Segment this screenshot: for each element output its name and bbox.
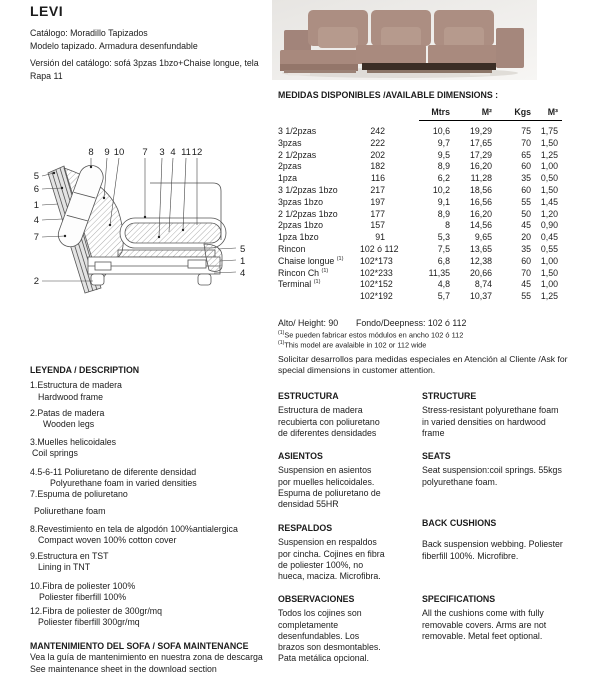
table-row <box>278 279 558 291</box>
legend-item-en: Wooden legs <box>43 419 95 429</box>
footnote-es <box>278 330 463 339</box>
diagram-label: 8 <box>88 147 94 158</box>
row-m3: 1,50 <box>540 184 558 195</box>
legend-item-en: Poliester fiberfill 300gr/mq <box>38 617 140 627</box>
diagram-label: 6 <box>33 184 39 195</box>
legend-item-es: 1.Estructura de madera <box>30 380 122 390</box>
diagram-label: 5 <box>33 171 39 182</box>
row-name: 2 1/2pzas 1bzo <box>278 208 338 219</box>
diagram-label: 4 <box>33 215 39 226</box>
table-row <box>278 185 558 197</box>
row-m3: 1,50 <box>540 137 558 148</box>
legend-item-en: Coil springs <box>32 448 78 458</box>
legend-item-es: 8.Revestimiento en tela de algodón 100%antialergica <box>30 524 238 534</box>
row-m2: 12,38 <box>469 255 492 266</box>
legend-item-en: Compact woven 100% cotton cover <box>38 535 177 545</box>
row-m2: 16,20 <box>469 161 492 172</box>
legend-item-es: 9.Estructura en TST <box>30 551 109 561</box>
row-m3: 0,90 <box>540 220 558 231</box>
spec-body: Estructura de madera recubierta con poliuretano de diferentes densidades <box>278 405 380 438</box>
row-m3: 1,00 <box>540 255 558 266</box>
diagram-label: 7 <box>33 232 39 243</box>
row-m3: 0,45 <box>540 232 558 243</box>
row-name: Rincon Ch <box>278 267 322 278</box>
table-row <box>278 150 558 162</box>
row-name: 3pzas <box>278 137 302 148</box>
row-size: 242 <box>370 126 385 136</box>
footnote-sup: (1) <box>278 330 285 336</box>
row-m2: 13,65 <box>469 243 492 254</box>
row-kgs: 70 <box>521 267 531 278</box>
catalog-line: Catálogo: Moradillo Tapizados <box>30 28 148 38</box>
legend-heading: LEYENDA / DESCRIPTION <box>30 365 140 375</box>
spec-body: All the cushions come with fully removable covers. Arms are not removable. Metal feet optional. <box>422 608 547 641</box>
dimensions-table-header <box>278 107 558 119</box>
diagram-label: 12 <box>191 147 203 158</box>
table-row <box>278 244 558 256</box>
row-m3: 0,50 <box>540 173 558 184</box>
row-size: 102 ó 112 <box>360 243 399 254</box>
version-line: Versión del catálogo: sofá 3pzas 1bzo+Chaise longue, tela Rapa 11 <box>30 58 259 81</box>
spec-body: Stress-resistant polyurethane foam in varied densities on hardwood frame <box>422 405 559 438</box>
row-m3: 1,45 <box>540 196 558 207</box>
spec-specifications <box>422 594 564 642</box>
row-sup: (1) <box>313 279 321 286</box>
row-mtrs: 5,3 <box>437 232 450 243</box>
diagram-label: 4 <box>240 268 246 279</box>
row-name: 2pzas <box>278 161 302 172</box>
row-kgs: 70 <box>521 137 531 148</box>
diagram-label: 5 <box>240 244 246 255</box>
table-row <box>278 161 558 173</box>
row-size: 91 <box>375 232 385 243</box>
row-m2: 9,65 <box>474 232 492 243</box>
table-row <box>278 126 558 138</box>
row-m2: 20,66 <box>469 267 492 278</box>
row-mtrs: 8 <box>445 220 450 231</box>
row-kgs: 35 <box>521 243 531 254</box>
row-name: 1pza 1bzo <box>278 232 319 243</box>
col-mtrs: Mtrs <box>431 107 450 117</box>
row-name: Rincon <box>278 243 306 254</box>
header-rule <box>419 120 562 121</box>
table-row <box>278 220 558 232</box>
footnote-text: This model are avalaible in 102 or 112 wide <box>284 340 427 350</box>
spec-heading: SEATS <box>422 451 451 461</box>
legend-item-es: 10.Fibra de poliester 100% <box>30 581 136 591</box>
spec-body: Seat suspension:coil springs. 55kgs polyurethane foam. <box>422 465 562 487</box>
row-size: 182 <box>370 161 385 172</box>
height-depth-line <box>278 318 467 328</box>
legend-item-es: 3.Muelles helicoidales <box>30 437 117 447</box>
row-name: 3 1/2pzas <box>278 126 317 136</box>
height-label: Alto/ Height: 90 <box>278 318 339 328</box>
spec-structure <box>422 391 564 439</box>
spec-back-cushions <box>422 518 564 562</box>
spec-heading: ESTRUCTURA <box>278 391 339 401</box>
diagram-label: 1 <box>240 256 246 267</box>
spec-body: Todos los cojines son completamente desenfundables. Los brazos son desmontables. Pata metálica opcional. <box>278 608 381 664</box>
row-kgs: 60 <box>521 161 531 172</box>
row-kgs: 60 <box>521 184 531 195</box>
row-size: 177 <box>370 208 385 219</box>
row-kgs: 45 <box>521 220 531 231</box>
row-m2: 19,29 <box>469 126 492 136</box>
row-mtrs: 10,6 <box>432 126 450 136</box>
diagram-label: 2 <box>33 276 39 287</box>
row-kgs: 60 <box>521 255 531 266</box>
diagram-label: 7 <box>142 147 148 158</box>
table-row <box>278 209 558 221</box>
row-sup: (1) <box>321 267 329 274</box>
row-kgs: 20 <box>521 232 531 243</box>
spec-body: Back suspension webbing. Poliester fiberfill 100%. Microfibre. <box>422 539 563 561</box>
row-mtrs: 6,2 <box>437 173 450 184</box>
special-dimensions-note: Solicitar desarrollos para medidas especiales en Atención al Cliente /Ask for special dimensions in customer attention. <box>278 354 568 376</box>
depth-label: Fondo/Deepness: 102 ó 112 <box>356 318 467 328</box>
legend-item-es: 4.5-6-11 Poliuretano de diferente densidad <box>30 467 197 477</box>
row-size: 157 <box>370 220 385 231</box>
spec-heading: BACK CUSHIONS <box>422 518 497 528</box>
row-m2: 17,65 <box>469 137 492 148</box>
spec-heading: OBSERVACIONES <box>278 594 355 604</box>
sofa-section-diagram <box>18 140 268 305</box>
row-size: 197 <box>370 196 385 207</box>
row-kgs: 65 <box>521 149 531 160</box>
row-mtrs: 4,8 <box>437 279 450 290</box>
spec-heading: ASIENTOS <box>278 451 323 461</box>
row-kgs: 50 <box>521 208 531 219</box>
row-kgs: 75 <box>521 126 531 136</box>
diagram-label: 10 <box>113 147 125 158</box>
col-kgs: Kgs <box>514 107 531 117</box>
diagram-label: 9 <box>104 147 110 158</box>
col-m3: M³ <box>547 107 558 117</box>
row-mtrs: 9,5 <box>437 149 450 160</box>
row-size: 202 <box>370 149 385 160</box>
row-kgs: 35 <box>521 173 531 184</box>
row-m3: 0,55 <box>540 243 558 254</box>
col-m2: M² <box>481 107 492 117</box>
legend-item-en: Hardwood frame <box>38 392 104 402</box>
dimensions-heading: MEDIDAS DISPONIBLES /AVAILABLE DIMENSIONS : <box>278 90 499 100</box>
row-mtrs: 10,2 <box>432 184 450 195</box>
legend-item-en: Poliurethane foam <box>34 506 106 516</box>
row-m3: 1,75 <box>540 126 558 136</box>
row-m3: 1,25 <box>540 149 558 160</box>
table-row <box>278 256 558 268</box>
spec-asientos <box>278 451 386 510</box>
maintenance-line-es: Vea la guía de mantenimiento en nuestra zona de descarga <box>30 652 263 662</box>
footnote-en <box>278 340 426 349</box>
row-size: 116 <box>370 173 385 184</box>
maintenance-heading: MANTENIMIENTO DEL SOFA / SOFA MAINTENANCE <box>30 641 249 651</box>
row-mtrs: 8,9 <box>437 208 450 219</box>
row-kgs: 55 <box>521 291 531 302</box>
row-m3: 1,00 <box>540 279 558 290</box>
legend-item-en: Poliester fiberfill 100% <box>39 592 127 602</box>
diagram-label: 1 <box>33 200 39 211</box>
spec-seats <box>422 451 564 488</box>
spec-respaldos <box>278 523 386 582</box>
spec-heading: RESPALDOS <box>278 523 333 533</box>
row-m2: 10,37 <box>469 291 492 302</box>
row-mtrs: 9,1 <box>437 196 450 207</box>
table-row <box>278 232 558 244</box>
spec-body: Suspension en asientos por muelles helicoidales. Espuma de poliuretano de densidad 55HR <box>278 465 381 510</box>
row-size: 102*152 <box>360 279 393 290</box>
row-size: 102*192 <box>360 291 393 302</box>
row-mtrs: 11,35 <box>428 267 450 278</box>
model-line: Modelo tapizado. Armadura desenfundable <box>30 41 198 51</box>
spec-heading: SPECIFICATIONS <box>422 594 496 604</box>
legend-item-es: 2.Patas de madera <box>30 408 105 418</box>
table-row <box>278 197 558 209</box>
row-mtrs: 5,7 <box>437 291 450 302</box>
table-row <box>278 291 558 303</box>
spec-heading: STRUCTURE <box>422 391 477 401</box>
table-row <box>278 268 558 280</box>
row-mtrs: 6,8 <box>437 255 450 266</box>
footnote-text: Se pueden fabricar estos módulos en ancho 102 ó 112 <box>284 330 464 340</box>
legend-item-es: 7.Espuma de poliuretano <box>30 489 128 499</box>
row-mtrs: 9,7 <box>437 137 450 148</box>
row-mtrs: 8,9 <box>437 161 450 172</box>
row-name: Chaise longue <box>278 255 337 266</box>
row-size: 217 <box>370 184 385 195</box>
row-m3: 1,25 <box>540 291 558 302</box>
row-m2: 11,28 <box>470 173 492 184</box>
table-row <box>278 138 558 150</box>
row-m3: 1,20 <box>540 208 558 219</box>
row-name: Terminal <box>278 279 314 290</box>
spec-observaciones <box>278 594 386 665</box>
footnote-sup: (1) <box>278 340 285 346</box>
sofa-photo <box>272 0 537 85</box>
row-m3: 1,50 <box>540 267 558 278</box>
spec-body: Suspension en respaldos por cincha. Cojines en fibra de poliester 100%, no hueca, maciza. Microfibra. <box>278 537 385 582</box>
table-row <box>278 173 558 185</box>
row-name: 2pzas 1bzo <box>278 220 323 231</box>
row-kgs: 45 <box>521 279 531 290</box>
row-mtrs: 7,5 <box>437 243 450 254</box>
maintenance-line-en: See maintenance sheet in the download section <box>30 664 217 674</box>
row-m3: 1,00 <box>540 161 558 172</box>
row-m2: 17,29 <box>469 149 492 160</box>
row-kgs: 55 <box>521 196 531 207</box>
row-m2: 16,56 <box>469 196 492 207</box>
dimensions-table <box>278 107 558 303</box>
row-sup: (1) <box>336 255 344 262</box>
legend-item-en: Polyurethane foam in varied densities <box>50 478 197 488</box>
legend-item-en: Lining in TNT <box>38 562 91 572</box>
row-name: 3pzas 1bzo <box>278 196 323 207</box>
page-title: LEVI <box>30 3 64 19</box>
spec-estructura <box>278 391 386 439</box>
row-size: 102*233 <box>360 267 393 278</box>
row-m2: 14,56 <box>469 220 492 231</box>
diagram-label: 3 <box>159 147 165 158</box>
row-size: 102*173 <box>360 255 393 266</box>
row-m2: 16,20 <box>469 208 492 219</box>
legend-item-es: 12.Fibra de poliester de 300gr/mq <box>30 606 163 616</box>
row-m2: 8,74 <box>474 279 492 290</box>
diagram-label: 4 <box>170 147 176 158</box>
row-name: 1pza <box>278 173 298 184</box>
diagram-label: 11 <box>181 147 191 158</box>
row-size: 222 <box>370 137 385 148</box>
row-name: 2 1/2pzas <box>278 149 317 160</box>
row-name: 3 1/2pzas 1bzo <box>278 184 338 195</box>
row-m2: 18,56 <box>469 184 492 195</box>
